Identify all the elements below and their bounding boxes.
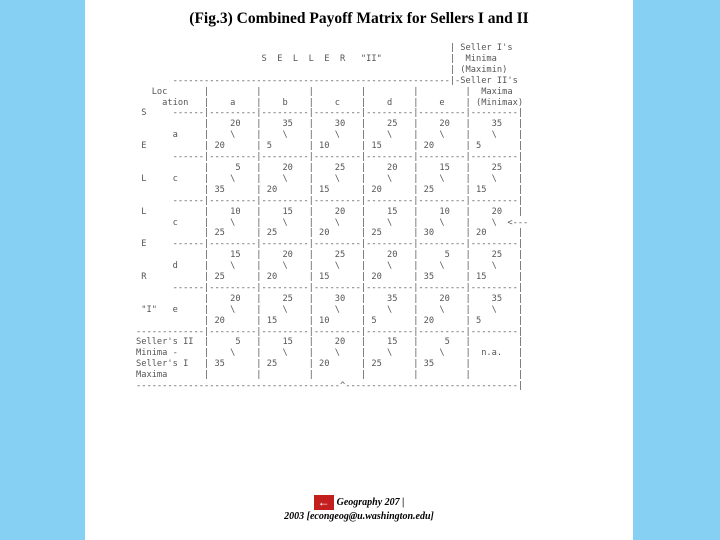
credit-course: Geography 207 | [336, 496, 405, 508]
footer [85, 495, 633, 523]
credit-contact: 2003 [econgeog@u.washington.edu] [284, 511, 434, 522]
payoff-matrix: | Seller I's S E L L E R "II" | Minima | (Maximin) -----------------------------------------------------|-Seller II's Loc | | | | | | Maxima ation | a | b | c | d | e | (Minimax) S ------|---------|---------|---------|---------|---------|---------| | 20 | 35 | 30 | 25 | 20 | 35 | a | \ | \ | \ | \ | \ | \ | E | 20 | 5 | 10 | 15 | 20 | 5 | ------|---------|---------|---------|---------|---------|---------| | 5 | 20 | 25 | 20 | 15 | 25 | L c | \ | \ | \ | \ | \ | \ | | 35 | 20 | 15 | 20 | 25 | 15 | ------|---------|---------|---------|---------|---------|---------| L | 10 | 15 | 20 | 15 | 10 | 20 | c | \ | \ | \ | \ | \ | \ <--- | 25 | 25 | 20 | 25 | 30 | 20 | E ------|---------|---------|---------|---------|---------|---------| | 15 | 20 | 25 | 20 | 5 | 25 | d | \ | \ | \ | \ | \ | \ | R | 25 | 20 | 15 | 20 | 35 | 15 | ------|---------|---------|---------|---------|---------|---------| | 20 | 25 | 30 | 35 | 20 | 35 | "I" e | \ | \ | \ | \ | \ | \ | | 20 | 15 | 10 | 5 | 20 | 5 | -------------|---------|---------|---------|---------|---------|---------| Seller's II | 5 | 15 | 20 | 15 | 5 | | Minima - | \ | \ | \ | \ | \ | n.a. | Seller's I | 35 | 25 | 20 | 25 | 35 | | Maxima | | | | | | | ---------------------------------------^---------------------------------| [136, 43, 529, 392]
footer-line-1 [85, 495, 633, 510]
back-arrow-icon[interactable]: ← [314, 495, 334, 510]
document-page [85, 0, 633, 540]
figure-title: (Fig.3) Combined Payoff Matrix for Sellers I and II [189, 10, 529, 27]
